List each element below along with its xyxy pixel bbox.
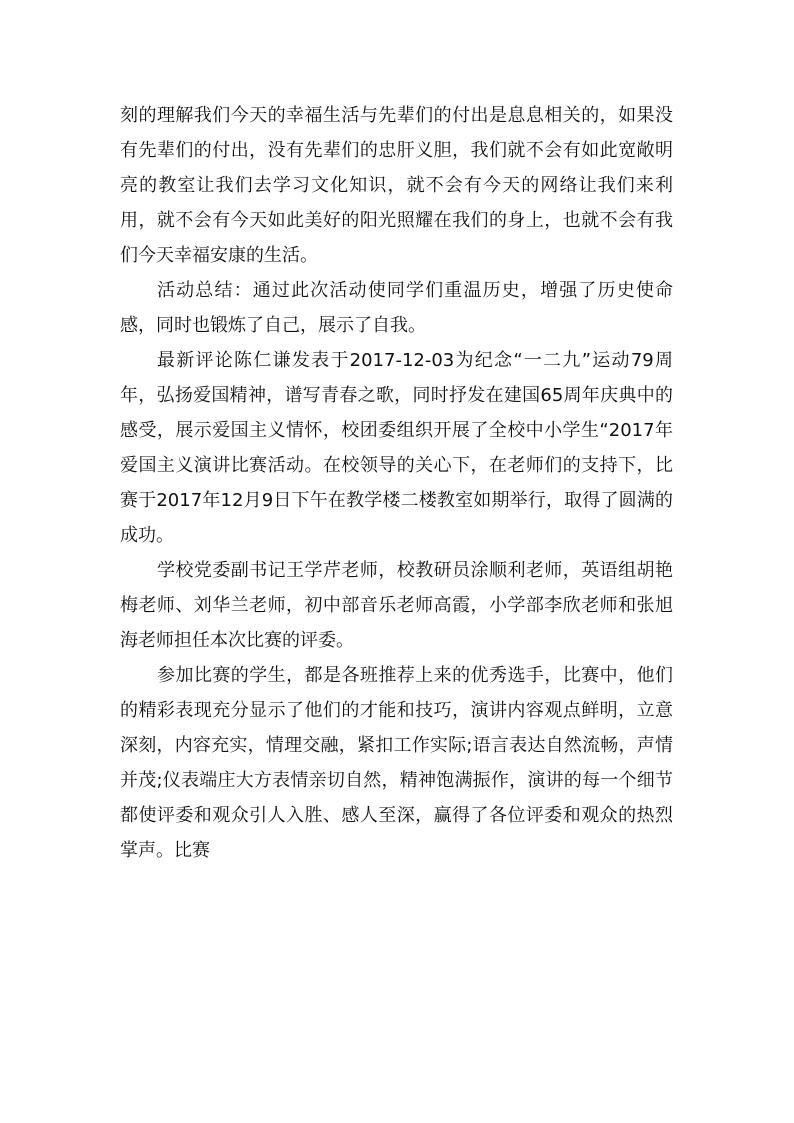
paragraph-continuation: 刻的理解我们今天的幸福生活与先辈们的付出是息息相关的，如果没有先辈们的付出，没有先辈们的忠肝义胆，我们就不会有如此宽敞明亮的教室让我们去学习文化知识，就不会有今天的网络让我们来利用，就不会有今天如此美好的阳光照耀在我们的身上，也就不会有我们今天幸福安康的生活。: [120, 105, 673, 266]
paragraph-latest-comment: 最新评论陈仁谦发表于2017-12-03为纪念“一二九”运动79周年，弘扬爱国精神，谱写青春之歌，同时抒发在建国65周年庆典中的感受，展示爱国主义情怀，校团委组织开展了全校中小学生“2017年爱国主义演讲比赛活动。在校领导的关心下，在老师们的支持下，比赛于2017年12月9日下午在教学楼二楼教室如期举行，取得了圆满的成功。: [120, 350, 673, 546]
paragraph-participants: 参加比赛的学生，都是各班推荐上来的优秀选手，比赛中，他们的精彩表现充分显示了他们的才能和技巧，演讲内容观点鲜明，立意深刻，内容充实，情理交融，紧扣工作实际;语言表达自然流畅，声情并茂;仪表端庄大方表情亲切自然，精神饱满振作，演讲的每一个细节都使评委和观众引人入胜、感人至深，赢得了各位评委和观众的热烈掌声。比赛: [120, 665, 673, 861]
document-body: [120, 98, 673, 868]
paragraph-judges: 学校党委副书记王学芹老师，校教研员涂顺利老师，英语组胡艳梅老师、刘华兰老师，初中部音乐老师高霞，小学部李欣老师和张旭海老师担任本次比赛的评委。: [120, 560, 673, 651]
paragraph-activity-summary: 活动总结：通过此次活动使同学们重温历史，增强了历史使命感，同时也锻炼了自己，展示了自我。: [120, 280, 673, 336]
